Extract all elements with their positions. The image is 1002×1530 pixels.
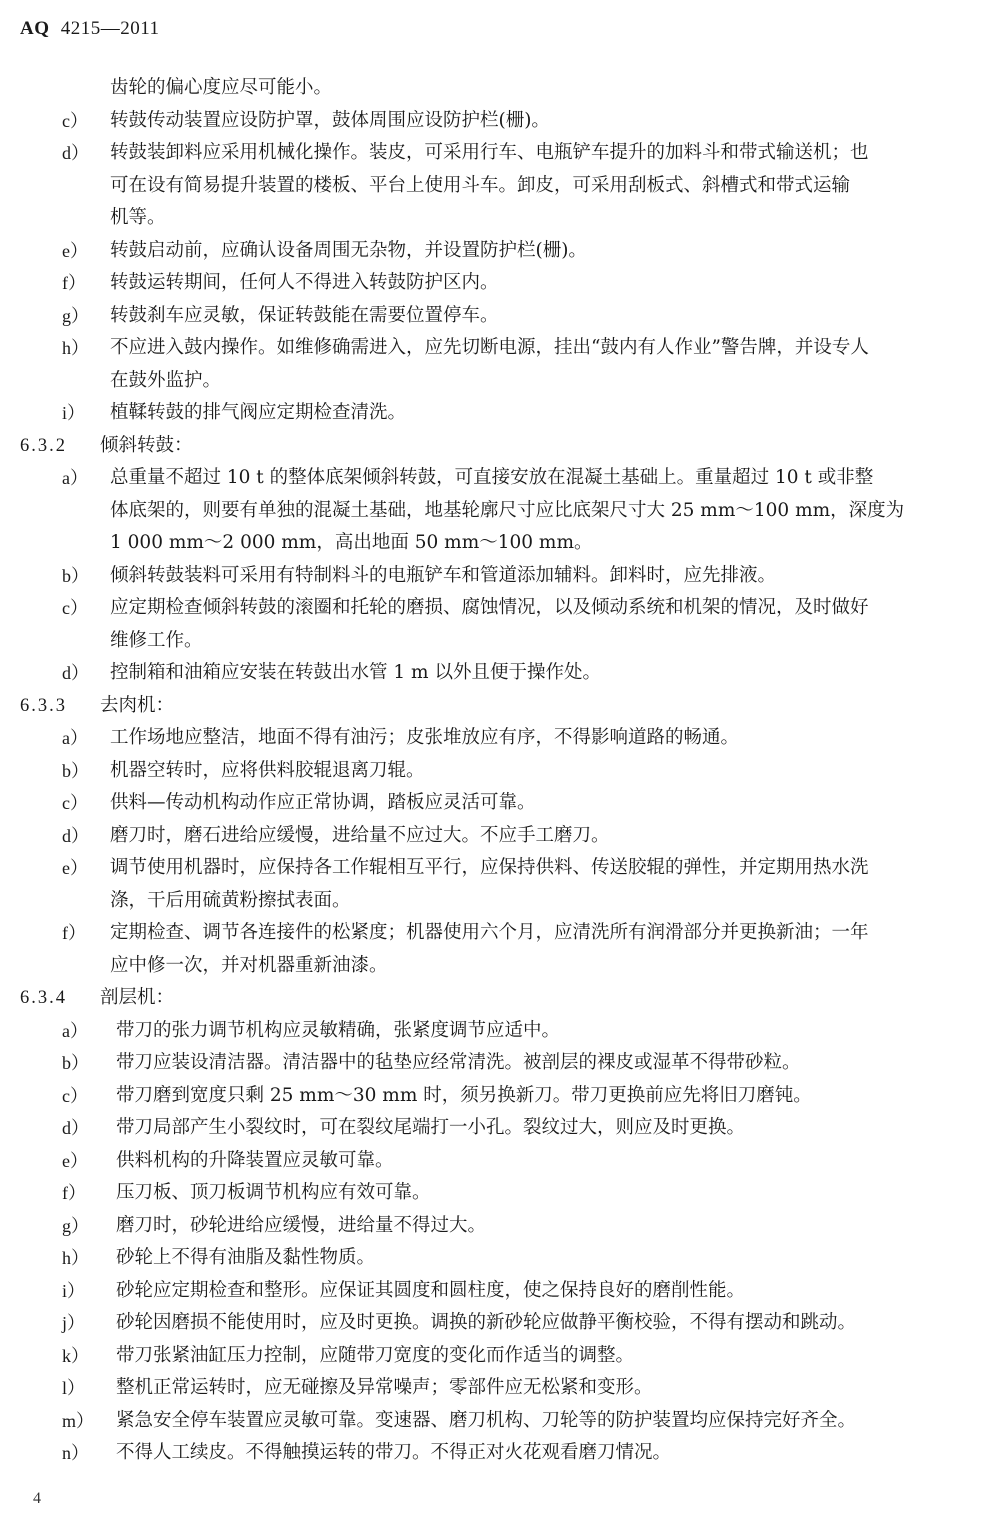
text-line: 压刀板、顶刀板调节机构应有效可靠。	[116, 1182, 431, 1203]
standard-code: AQ	[20, 18, 50, 39]
text-line: 转鼓运转期间，任何人不得进入转鼓防护区内。	[110, 272, 499, 293]
text-line: 可在设有简易提升装置的楼板、平台上使用斗车。卸皮，可采用刮板式、斜槽式和带式运输	[110, 174, 851, 196]
list-item	[0, 267, 1002, 300]
list-item	[0, 1177, 1002, 1210]
list-item-marker: i）	[62, 1280, 86, 1301]
list-item-marker: i）	[62, 403, 86, 423]
text-line: 应定期检查倾斜转鼓的滚圈和托轮的磨损、腐蚀情况，以及倾动系统和机架的情况，及时做好	[110, 597, 869, 618]
list-item-marker: d）	[62, 143, 89, 163]
list-item	[0, 657, 1002, 690]
section-title: 倾斜转鼓：	[100, 434, 193, 456]
list-item-marker: g）	[62, 305, 89, 326]
list-item-marker: b）	[62, 565, 89, 586]
list-item	[0, 105, 1002, 138]
list-item	[0, 1145, 1002, 1178]
text-line: 整机正常运转时，应无碰擦及异常噪声；零部件应无松紧和变形。	[116, 1377, 653, 1398]
list-item-marker: c）	[62, 110, 88, 131]
text-line: 转鼓启动前，应确认设备周围无杂物，并设置防护栏(栅)。	[110, 239, 587, 261]
list-item	[0, 1275, 1002, 1308]
list-item	[0, 852, 1002, 917]
text-line: 1 000 mm～2 000 mm，高出地面 50 mm～100 mm。	[110, 532, 593, 553]
section-title: 剖层机：	[100, 987, 175, 1008]
list-item-marker: a）	[62, 1020, 88, 1041]
text-line: 控制箱和油箱应安装在转鼓出水管 1 m 以外且便于操作处。	[110, 662, 601, 683]
list-item	[0, 1405, 1002, 1438]
section-number: 6.3.3	[20, 695, 67, 716]
text-line: 带刀的张力调节机构应灵敏精确，张紧度调节应适中。	[116, 1019, 561, 1041]
list-item-marker: h）	[62, 338, 89, 358]
text-line: 磨刀时，磨石进给应缓慢，进给量不应过大。不应手工磨刀。	[110, 824, 610, 846]
text-line: 倾斜转鼓装料可采用有特制料斗的电瓶铲车和管道添加辅料。卸料时，应先排液。	[110, 564, 777, 586]
text-line: 带刀局部产生小裂纹时，可在裂纹尾端打一小孔。裂纹过大，则应及时更换。	[116, 1117, 746, 1138]
list-item	[0, 787, 1002, 820]
section-heading	[0, 430, 1002, 463]
list-item-marker: d）	[62, 663, 89, 683]
list-item	[0, 592, 1002, 657]
list-item-marker: c）	[62, 598, 88, 618]
list-item	[0, 1080, 1002, 1113]
document-header	[20, 18, 160, 40]
section-title: 去肉机：	[100, 694, 175, 716]
list-item-marker: n）	[62, 1443, 89, 1463]
list-item-marker: k）	[62, 1345, 89, 1366]
list-item	[0, 300, 1002, 333]
text-line: 调节使用机器时，应保持各工作辊相互平行，应保持供料、传送胶辊的弹性，并定期用热水洗	[110, 857, 869, 878]
list-item	[0, 1047, 1002, 1080]
list-item	[0, 462, 1002, 560]
text-line: 总重量不超过 10 t 的整体底架倾斜转鼓，可直接安放在混凝土基础上。重量超过 10 t 或非整	[110, 467, 874, 488]
text-line: 转鼓装卸料应采用机械化操作。装皮，可采用行车、电瓶铲车提升的加料斗和带式输送机；也	[110, 142, 869, 163]
list-item-marker: h）	[62, 1248, 89, 1268]
text-line: 带刀张紧油缸压力控制，应随带刀宽度的变化而作适当的调整。	[116, 1344, 635, 1366]
list-item-marker: m）	[62, 1410, 95, 1431]
section-number: 6.3.4	[20, 988, 67, 1008]
list-item	[0, 722, 1002, 755]
list-item-marker: b）	[62, 1053, 89, 1073]
page-number: 4	[33, 1490, 41, 1507]
text-line: 植鞣转鼓的排气阀应定期检查清洗。	[110, 402, 407, 423]
document-body	[0, 72, 1002, 1470]
text-line: 在鼓外监护。	[110, 369, 222, 391]
list-item-marker: c）	[62, 793, 88, 813]
list-item-marker: d）	[62, 825, 89, 846]
list-item	[0, 755, 1002, 788]
text-line: 紧急安全停车装置应灵敏可靠。变速器、磨刀机构、刀轮等的防护装置均应保持完好齐全。	[116, 1409, 857, 1431]
text-line: 定期检查、调节各连接件的松紧度；机器使用六个月，应清洗所有润滑部分并更换新油；一年	[110, 922, 869, 943]
list-item	[0, 332, 1002, 397]
text-line: 带刀磨到宽度只剩 25 mm～30 mm 时，须另换新刀。带刀更换前应先将旧刀磨钝。	[116, 1084, 812, 1106]
text-line: 不应进入鼓内操作。如维修确需进入，应先切断电源，挂出“鼓内有人作业”警告牌，并设专人	[110, 337, 869, 358]
list-item-marker: b）	[62, 760, 89, 781]
list-item-marker: e）	[62, 1150, 88, 1171]
text-line: 维修工作。	[110, 629, 203, 651]
list-item-marker: e）	[62, 858, 88, 878]
list-item-marker: e）	[62, 240, 88, 261]
list-item-marker: f）	[62, 923, 86, 943]
text-line: 转鼓传动装置应设防护罩，鼓体周围应设防护栏(栅)。	[110, 109, 550, 131]
section-heading	[0, 690, 1002, 723]
text-line: 磨刀时，砂轮进给应缓慢，进给量不得过大。	[116, 1214, 487, 1236]
text-line: 齿轮的偏心度应尽可能小。	[110, 77, 333, 98]
list-item-marker: j）	[62, 1313, 86, 1333]
list-item	[0, 560, 1002, 593]
list-item	[0, 1340, 1002, 1373]
list-item-marker: g）	[62, 1215, 89, 1236]
text-line: 砂轮上不得有油脂及黏性物质。	[116, 1247, 376, 1268]
list-item	[0, 235, 1002, 268]
list-item-marker: l）	[62, 1378, 86, 1398]
list-item	[0, 397, 1002, 430]
text-line: 机器空转时，应将供料胶辊退离刀辊。	[110, 759, 425, 781]
section-heading	[0, 982, 1002, 1015]
text-line: 应中修一次，并对机器重新油漆。	[110, 954, 388, 976]
list-item	[0, 1112, 1002, 1145]
text-line: 砂轮应定期检查和整形。应保证其圆度和圆柱度，使之保持良好的磨削性能。	[116, 1279, 746, 1301]
list-item	[0, 1015, 1002, 1048]
list-item-marker: a）	[62, 468, 88, 488]
list-item	[0, 1242, 1002, 1275]
text-line: 转鼓刹车应灵敏，保证转鼓能在需要位置停车。	[110, 304, 499, 326]
text-line: 机等。	[110, 207, 166, 228]
list-item-marker: f）	[62, 1183, 86, 1203]
list-item	[0, 137, 1002, 235]
list-item-marker: d）	[62, 1118, 89, 1138]
list-item	[0, 1210, 1002, 1243]
text-line: 不得人工续皮。不得触摸运转的带刀。不得正对火花观看磨刀情况。	[116, 1442, 672, 1463]
list-item	[0, 917, 1002, 982]
text-line: 带刀应装设清洁器。清洁器中的毡垫应经常清洗。被剖层的裸皮或湿革不得带砂粒。	[116, 1052, 801, 1073]
standard-number: 4215—2011	[60, 18, 160, 39]
list-item-marker: a）	[62, 728, 88, 748]
section-number: 6.3.2	[20, 435, 67, 456]
text-line: 体底架的，则要有单独的混凝土基础，地基轮廓尺寸应比底架尺寸大 25 mm～100 mm，深度为	[110, 499, 905, 521]
list-item	[0, 1372, 1002, 1405]
list-item-marker: c）	[62, 1085, 88, 1106]
continuation-paragraph	[0, 72, 1002, 105]
list-item-marker: f）	[62, 273, 86, 293]
text-line: 工作场地应整洁，地面不得有油污；皮张堆放应有序，不得影响道路的畅通。	[110, 727, 740, 748]
text-line: 供料—传动机构动作应正常协调，踏板应灵活可靠。	[110, 792, 536, 813]
list-item	[0, 820, 1002, 853]
text-line: 砂轮因磨损不能使用时，应及时更换。调换的新砂轮应做静平衡校验，不得有摆动和跳动。	[116, 1312, 857, 1333]
list-item	[0, 1307, 1002, 1340]
text-line: 供料机构的升降装置应灵敏可靠。	[116, 1149, 394, 1171]
list-item	[0, 1437, 1002, 1470]
text-line: 涤，干后用硫黄粉擦拭表面。	[110, 889, 351, 911]
